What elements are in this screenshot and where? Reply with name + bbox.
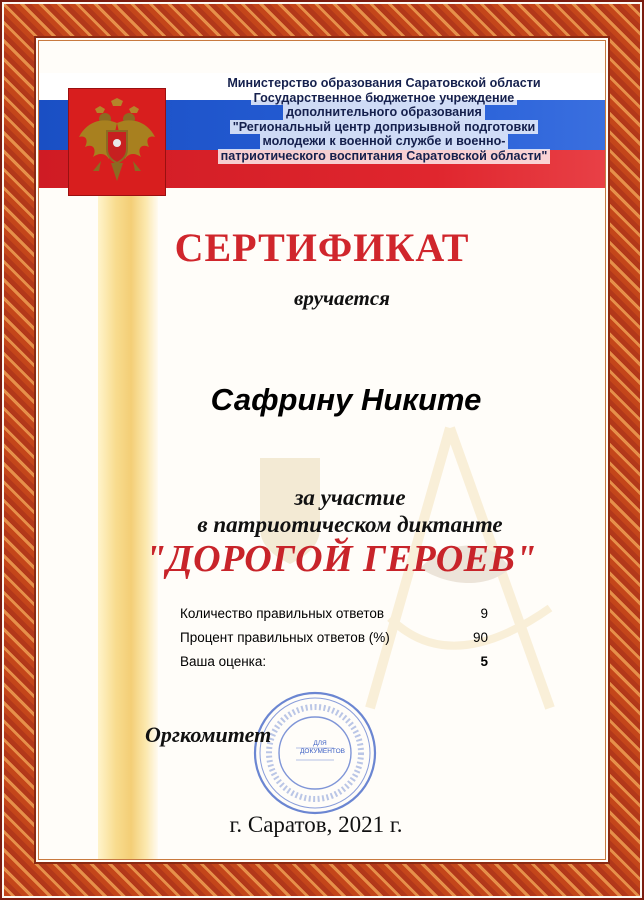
- certificate-title: СЕРТИФИКАТ: [174, 225, 470, 270]
- russian-coat-of-arms-icon: [68, 88, 166, 196]
- issuer-line: "Региональный центр допризывной подготовки: [230, 120, 539, 135]
- result-label: Ваша оценка:: [180, 654, 267, 669]
- result-label: Количество правильных ответов: [180, 606, 385, 621]
- issuer-line: патриотического воспитания Саратовской области": [218, 149, 551, 164]
- result-row: [180, 628, 510, 652]
- issuer-header: [188, 76, 580, 164]
- participation-line-2: в патриотическом диктанте: [197, 512, 503, 537]
- issuer-line: Министерство образования Саратовской области: [224, 76, 543, 91]
- issuer-line: молодежи к военной службе и военно-: [260, 134, 509, 149]
- result-value: 9: [480, 606, 488, 621]
- result-row: [180, 652, 510, 676]
- stamp-inner-text: ДЛЯ ДОКУМЕНТОВ: [300, 740, 345, 755]
- issuer-line: дополнительного образования: [283, 105, 485, 120]
- result-value: 5: [480, 654, 488, 669]
- place-and-date: г. Саратов, 2021 г.: [229, 812, 403, 837]
- awarded-text: вручается: [294, 286, 390, 310]
- participation-line-1: за участие: [294, 485, 406, 510]
- result-row: [180, 604, 510, 628]
- event-name: "ДОРОГОЙ ГЕРОЕВ": [145, 538, 537, 580]
- organizer-label: Оргкомитет: [145, 722, 272, 747]
- participation-text: [0, 484, 644, 538]
- result-label: Процент правильных ответов (%): [180, 630, 390, 645]
- issuer-line: Государственное бюджетное учреждение: [251, 91, 518, 106]
- recipient-name: Сафрину Никите: [210, 382, 482, 417]
- result-value: 90: [472, 630, 488, 645]
- results-table: [180, 604, 510, 676]
